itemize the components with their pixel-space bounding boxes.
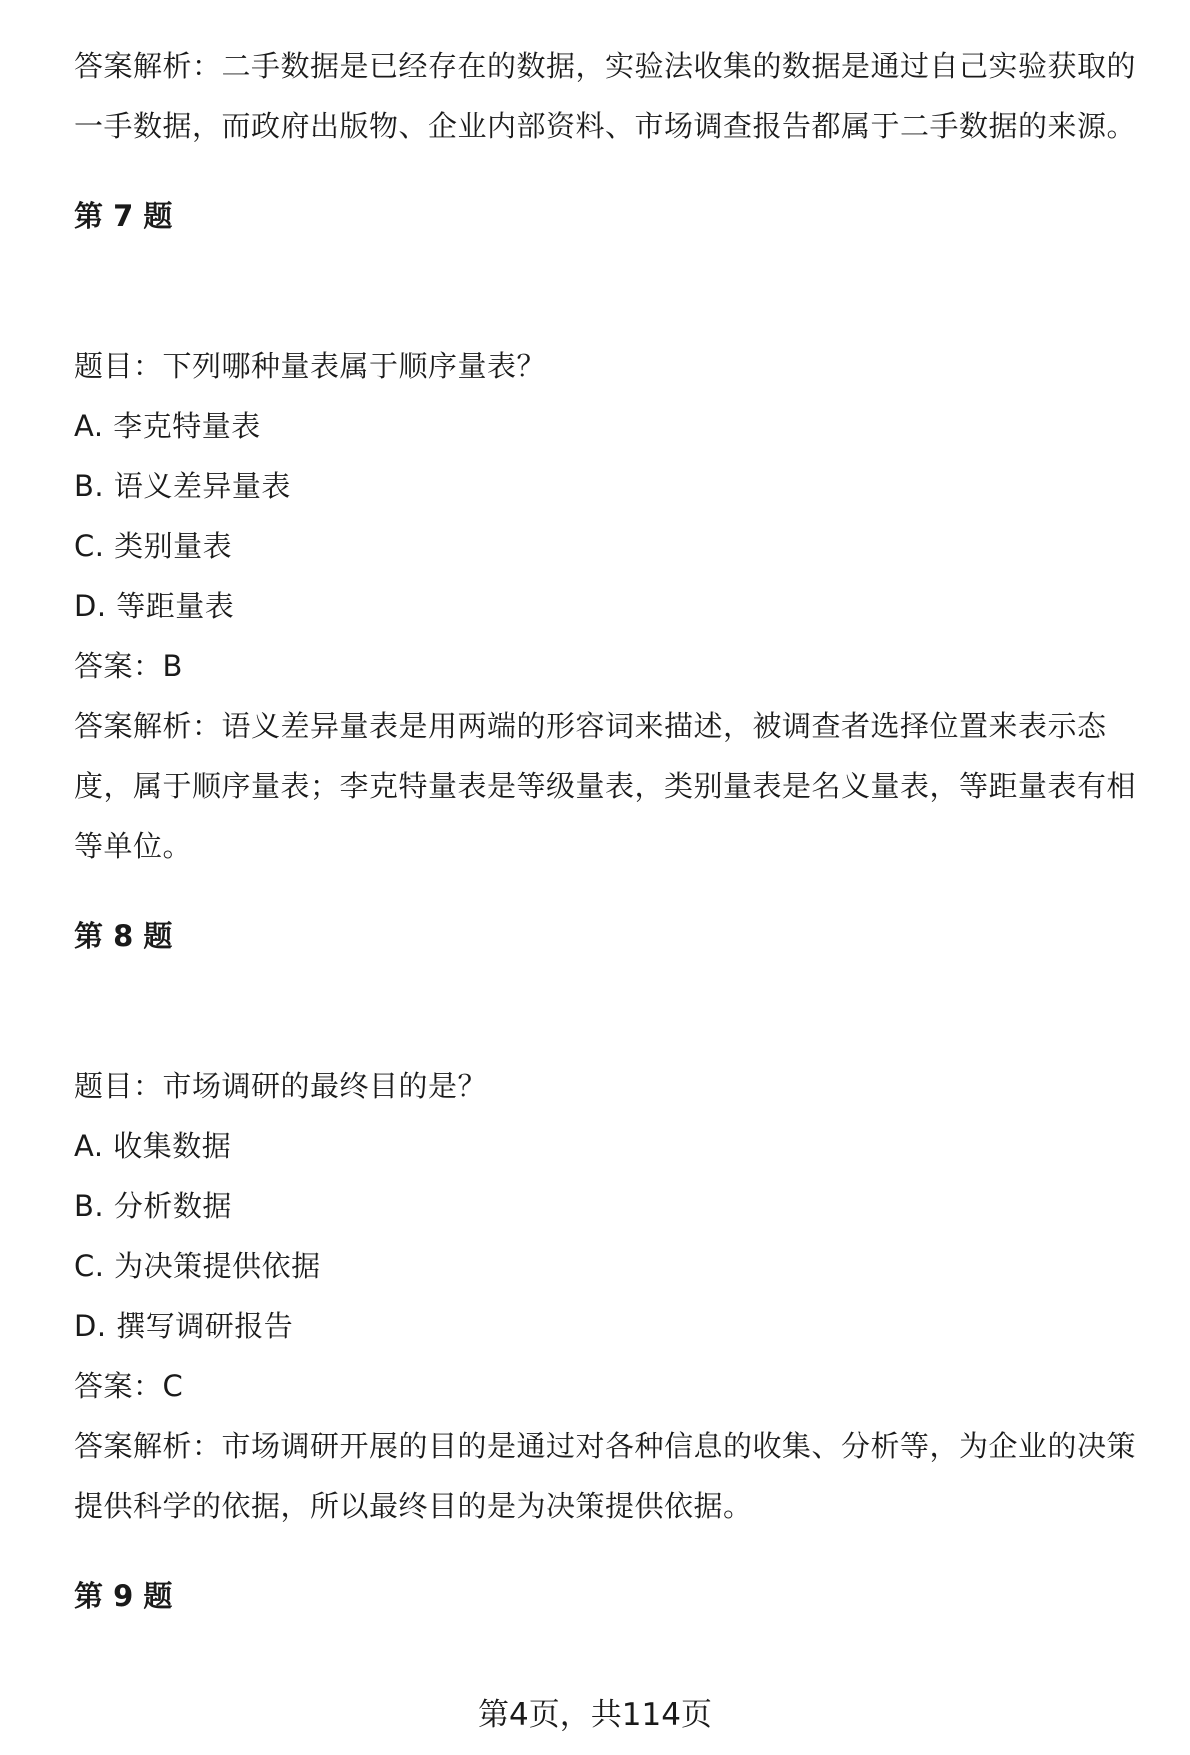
prev-analysis (74, 36, 1164, 156)
question-7-analysis (74, 696, 1164, 876)
analysis-line: 答案解析：语义差异量表是用两端的形容词来描述，被调查者选择位置来表示态 (74, 709, 1107, 743)
document-page (74, 36, 1164, 1626)
question-7-option-d: D. 等距量表 (74, 589, 235, 623)
question-7-heading: 第 7 题 (74, 199, 173, 233)
question-7-option-a: A. 李克特量表 (74, 409, 261, 443)
question-8-option-d: D. 撰写调研报告 (74, 1309, 294, 1343)
question-8-option-b: B. 分析数据 (74, 1189, 232, 1223)
analysis-line: 度，属于顺序量表；李克特量表是等级量表，类别量表是名义量表，等距量表有相 (74, 769, 1137, 803)
analysis-line: 等单位。 (74, 829, 193, 863)
question-8-option-a: A. 收集数据 (74, 1129, 232, 1163)
question-7-text: 题目：下列哪种量表属于顺序量表？ (74, 349, 547, 383)
question-7-answer: 答案：B (74, 649, 183, 683)
analysis-line: 答案解析：二手数据是已经存在的数据，实验法收集的数据是通过自己实验获取的 (74, 49, 1137, 83)
page-number: 第4页，共114页 (478, 1697, 712, 1733)
question-8-answer: 答案：C (74, 1369, 184, 1403)
question-7-option-c: C. 类别量表 (74, 529, 233, 563)
analysis-line: 一手数据，而政府出版物、企业内部资料、市场调查报告都属于二手数据的来源。 (74, 109, 1137, 143)
analysis-line: 提供科学的依据，所以最终目的是为决策提供依据。 (74, 1489, 753, 1523)
question-7-option-b: B. 语义差异量表 (74, 469, 291, 503)
analysis-line: 答案解析：市场调研开展的目的是通过对各种信息的收集、分析等，为企业的决策 (74, 1429, 1137, 1463)
question-8-option-c: C. 为决策提供依据 (74, 1249, 321, 1283)
question-8-heading: 第 8 题 (74, 919, 173, 953)
question-8-analysis (74, 1416, 1164, 1536)
question-8-text: 题目：市场调研的最终目的是？ (74, 1069, 488, 1103)
question-9-heading: 第 9 题 (74, 1579, 173, 1613)
